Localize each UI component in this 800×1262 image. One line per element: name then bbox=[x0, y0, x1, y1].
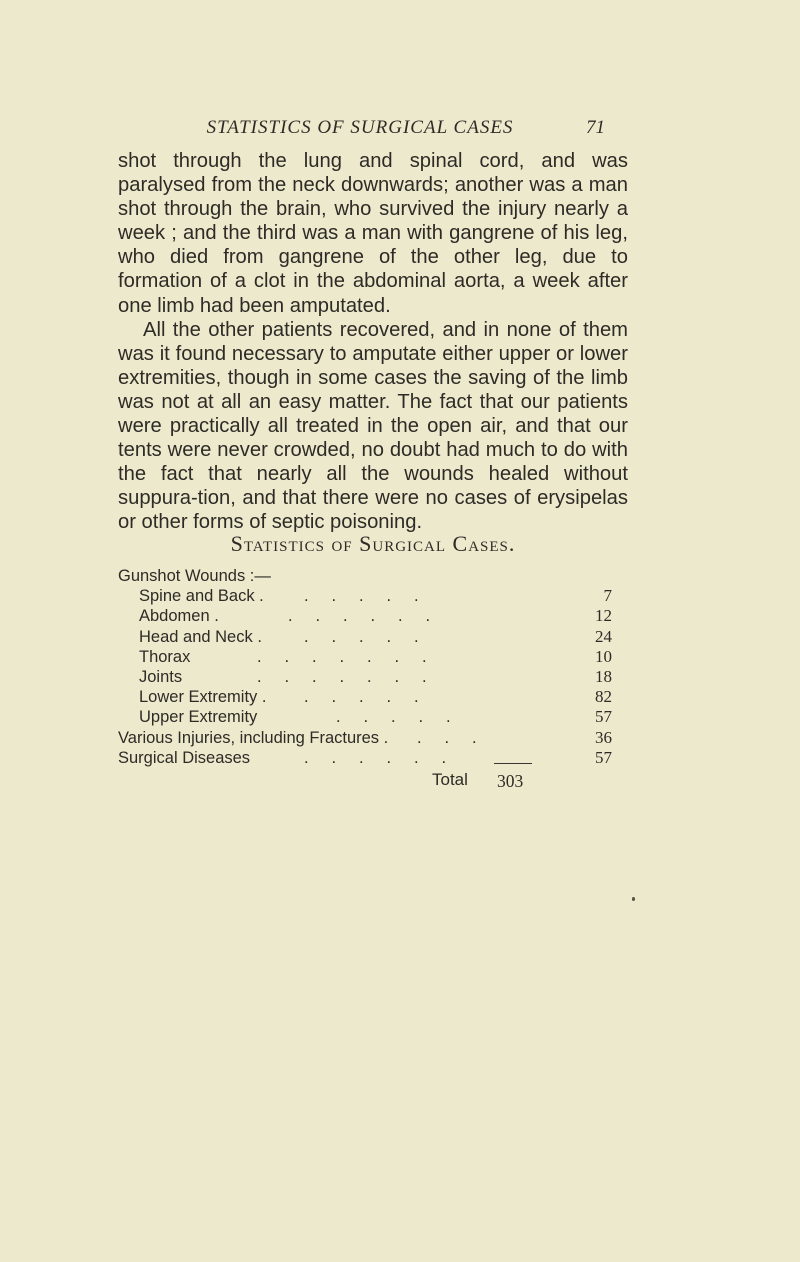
table-row bbox=[118, 728, 628, 748]
leader-dots: . . . . . . bbox=[304, 748, 447, 767]
table-row bbox=[118, 627, 628, 647]
table-row bbox=[118, 748, 628, 768]
leader-dots: . . . . . bbox=[336, 708, 451, 727]
leader-dots: . . . . . . . bbox=[257, 667, 427, 686]
row-value: 24 bbox=[595, 626, 612, 646]
row-value: 7 bbox=[603, 586, 612, 606]
leader-dots: . . . . . bbox=[304, 587, 419, 606]
row-label: Abdomen . bbox=[139, 607, 219, 626]
table-row bbox=[118, 707, 628, 727]
leader-dots: . . . bbox=[417, 728, 477, 747]
body-text bbox=[118, 149, 628, 535]
paragraph: shot through the lung and spinal cord, and was paralysed from the neck downwards; another was a man shot through the brain, who survived the injury nearly a week ; and the third was a man with gangrene of his leg, who died from gangrene of the other leg, due to formation of a clot in the abdominal aorta, a week after one limb had been amputated. bbox=[118, 150, 628, 317]
total-value: 303 bbox=[497, 771, 524, 791]
row-value: 10 bbox=[595, 646, 612, 666]
total-rule bbox=[494, 763, 532, 764]
row-value: 82 bbox=[595, 687, 612, 707]
row-label: Thorax bbox=[139, 647, 191, 666]
total-label: Total bbox=[432, 770, 468, 789]
group-heading-row bbox=[118, 566, 628, 586]
row-label: Various Injuries, including Fractures . bbox=[118, 728, 389, 747]
row-value: 36 bbox=[595, 727, 612, 747]
row-value: 12 bbox=[595, 606, 612, 626]
row-label: Joints bbox=[139, 667, 183, 686]
running-head-title: STATISTICS OF SURGICAL CASES bbox=[206, 117, 514, 138]
row-value: 57 bbox=[595, 747, 612, 767]
row-label: Head and Neck . bbox=[139, 627, 262, 646]
leader-dots: . . . . . bbox=[304, 627, 419, 646]
leader-dots: . . . . . bbox=[304, 688, 419, 707]
row-label: Surgical Diseases bbox=[118, 748, 251, 767]
table-row bbox=[118, 687, 628, 707]
table-row bbox=[118, 606, 628, 626]
table-row bbox=[118, 586, 628, 606]
row-label: Spine and Back . bbox=[139, 587, 264, 606]
leader-dots: . . . . . . bbox=[288, 607, 431, 626]
table-row bbox=[118, 667, 628, 687]
table-row bbox=[118, 647, 628, 667]
row-label: Lower Extremity . bbox=[139, 688, 267, 707]
page-number: 71 bbox=[586, 117, 605, 138]
leader-dots: . . . . . . . bbox=[257, 647, 427, 666]
row-label: Upper Extremity bbox=[139, 708, 258, 727]
paragraph: All the other patients recovered, and in none of them was it found necessary to amputate either upper or lower extremities, though in some cases the saving of the limb was not at all an easy matter. The fact that our patients were practically all treated in the open air, and that our tents were never crowded, no doubt had much to do with the fact that nearly all the wounds healed without suppura-tion, and that there were no cases of erysipelas or other forms of septic poisoning. bbox=[118, 318, 628, 534]
row-value: 18 bbox=[595, 666, 612, 686]
statistics-table bbox=[118, 566, 628, 768]
paper-speck bbox=[632, 897, 635, 901]
group-heading: Gunshot Wounds :— bbox=[118, 567, 271, 585]
statistics-title: Statistics of Surgical Cases. bbox=[230, 531, 516, 556]
row-value: 57 bbox=[595, 707, 612, 727]
